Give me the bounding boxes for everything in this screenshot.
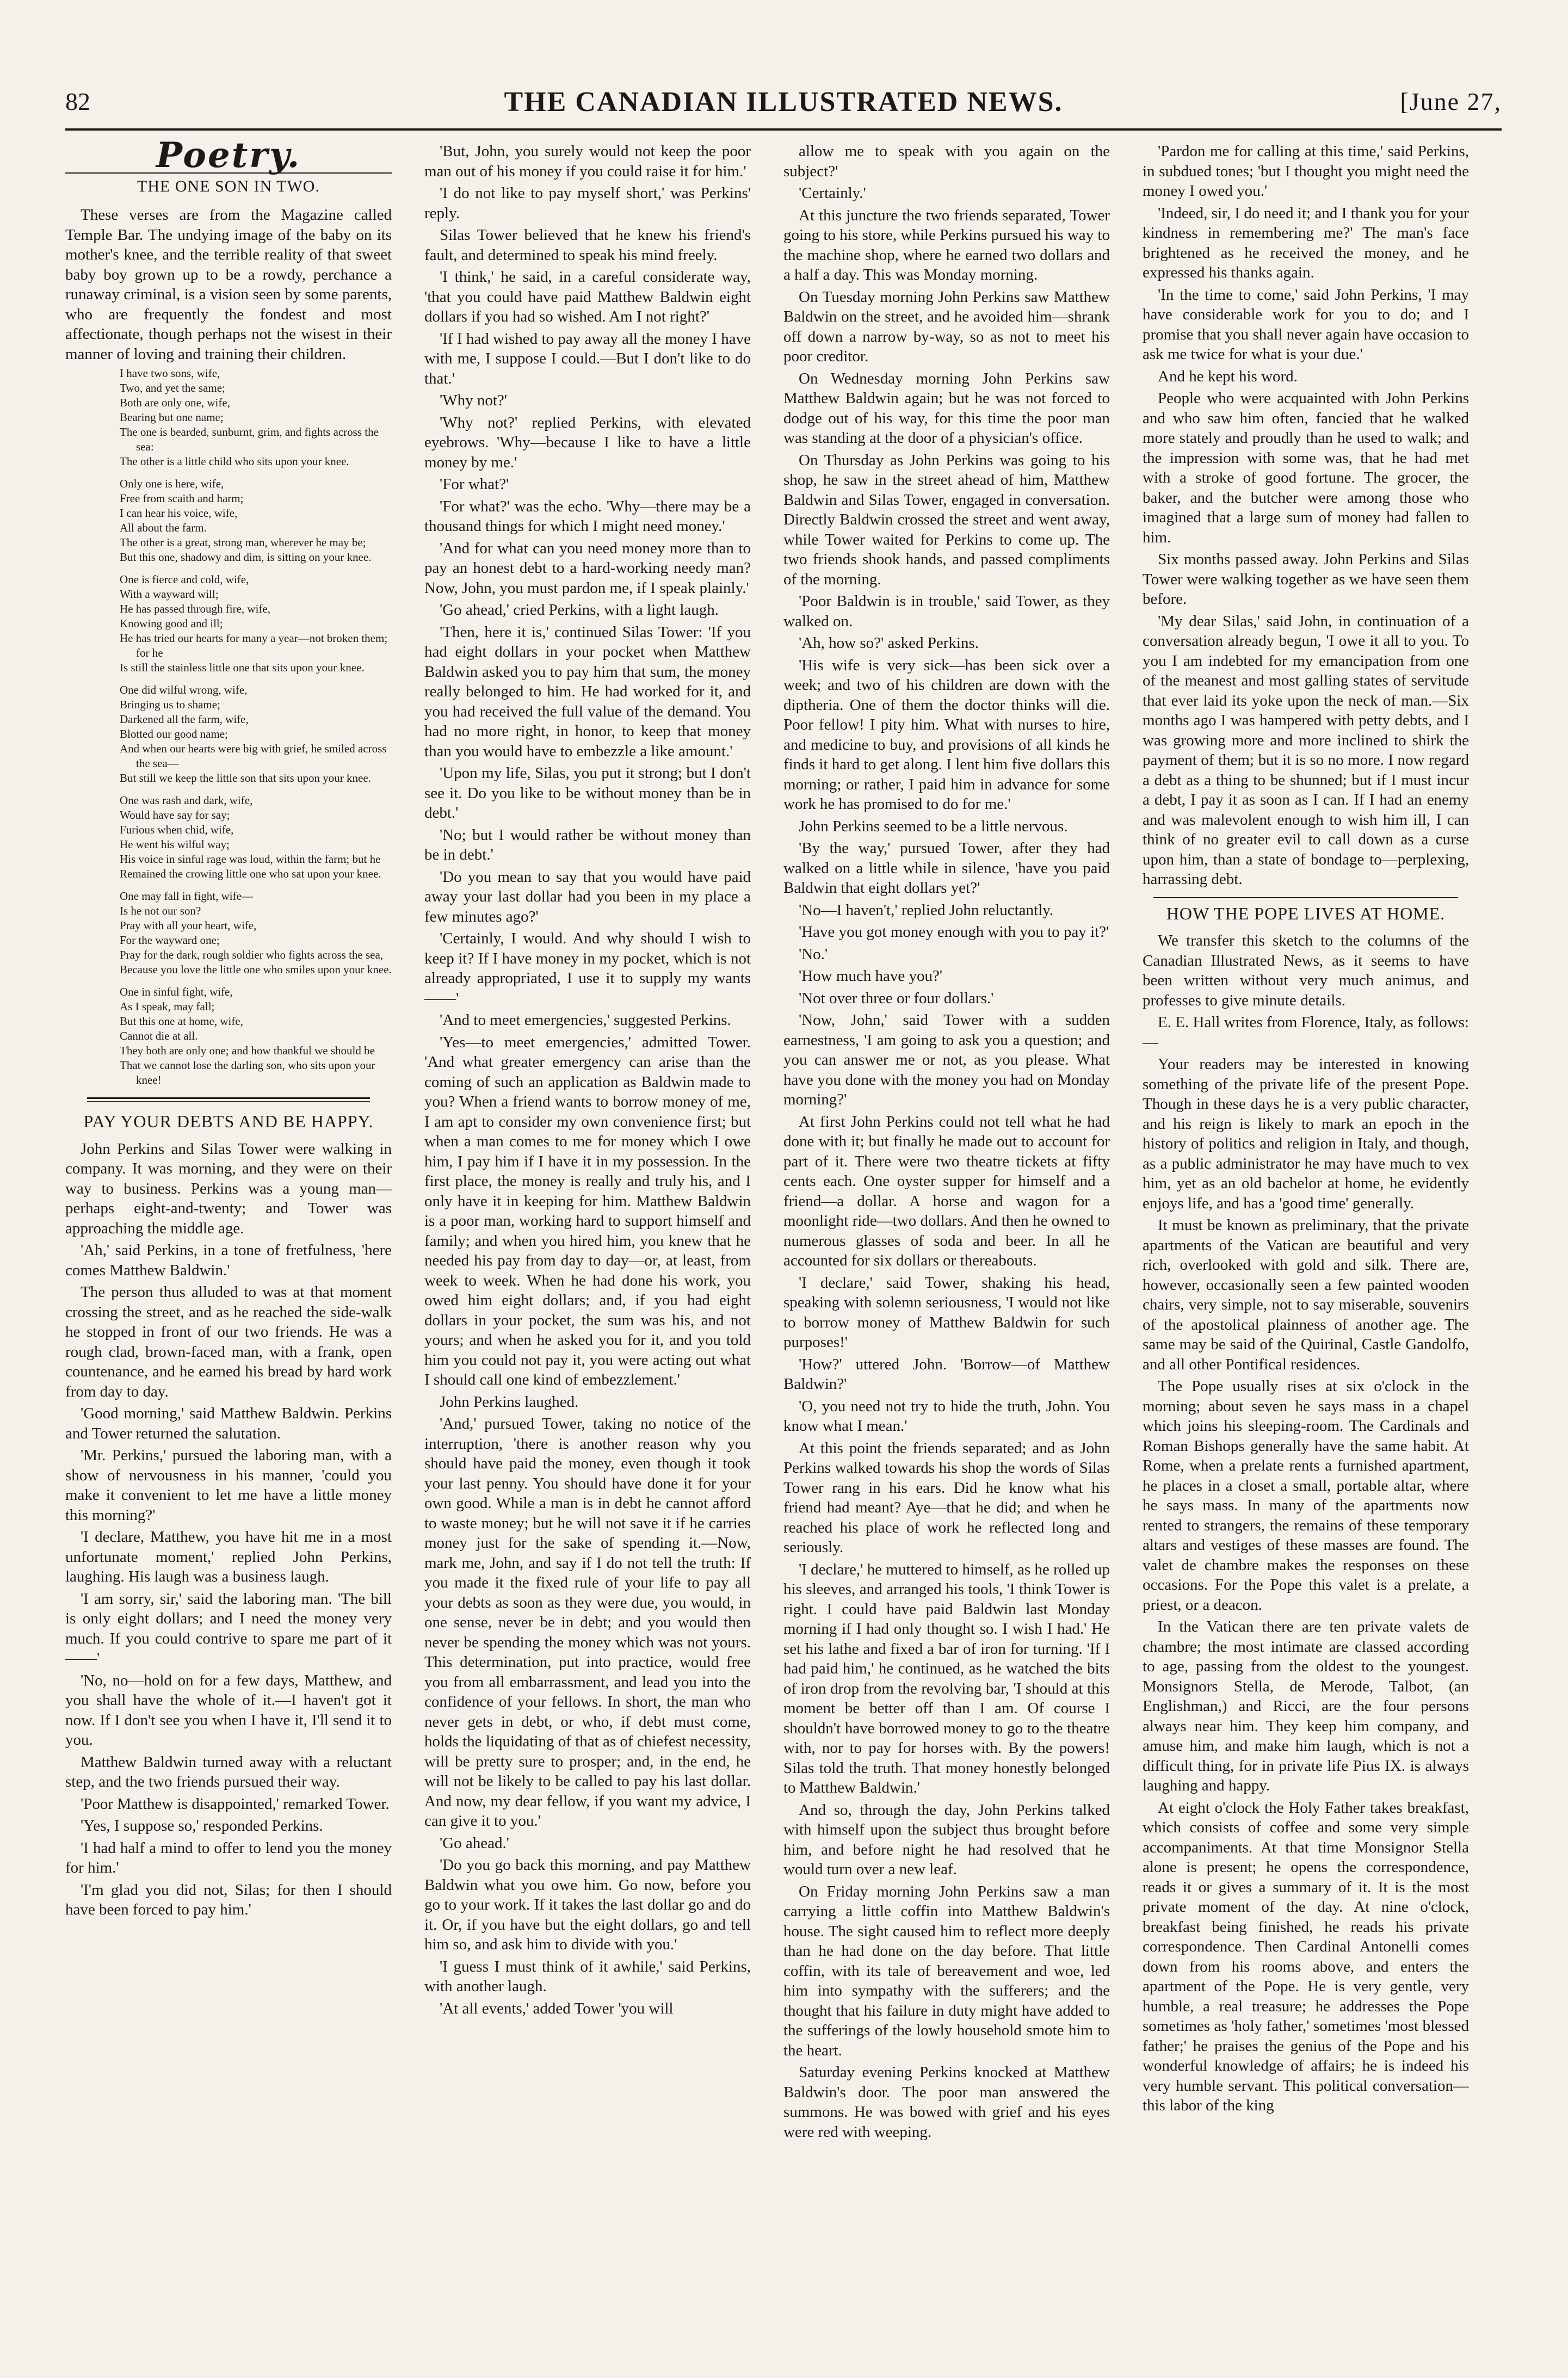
paragraph: The Pope usually rises at six o'clock in the morning; about seven he says mass in a chapel which joins his sleeping-room. The Cardinals and Roman Bishops generally have the same habit. At Rome, when a prelate rents a furnished apartment, he places in a closet a small, portable altar, where he says mass. In many of the apartments now rented to strangers, the remains of these temporary altars and vestiges of these masses are found. The valet de chambre makes the responses on these occasions. For the Pope this valet is a prelate, a priest, or a deacon. [1143, 1378, 1469, 1614]
paragraph: 'Have you got money enough with you to pay it?' [799, 923, 1109, 941]
paragraph: 'Ah,' said Perkins, in a tone of fretfulness, 'here comes Matthew Baldwin.' [65, 1241, 392, 1279]
paragraph: 'No; but I would rather be without money than be in debt.' [424, 826, 751, 863]
paragraph: 'Yes—to meet emergencies,' admitted Tower. 'And what greater emergency can arise than the coming of such an application as Baldwin made to you? When a friend wants to borrow money of me, I am apt to consider my own convenience first; but when a man comes to me for money which I owe him, I pay him if I have it in my possession. In the first place, the money is really and truly his, and I only have it in keeping for him. Matthew Baldwin is a poor man, working hard to support himself and family; and when you hired him, you knew that he needed his pay from day to day—or, at least, from week to week. When he had done his work, you owed him eight dollars; and, if you had eight dollars in your pocket, the sum was his, and not yours; and when he asked you for it, and you told him you could not pay it, you were acting out what I should call one kind of embezzlement.' [424, 1033, 751, 1388]
paragraph: 'No.' [799, 945, 828, 963]
poem-intro: These verses are from the Magazine called Temple Bar. The undying image of the baby on its mother's knee, and the terrible reality of that sweet baby boy grown up to be a rowdy, perchance a runaway criminal, is a vision seen by some parents, who are frequently the fondest and most affectionate, though perhaps not the wisest in their manner of loving and training their children. [65, 206, 392, 363]
paragraph: 'I am sorry, sir,' said the laboring man. 'The bill is only eight dollars; and I need the money very much. If you could contrive to spare me part of it——' [65, 1590, 392, 1667]
paragraph: 'I declare,' said Tower, shaking his head, speaking with solemn seriousness, 'I would not like to borrow money of Matthew Baldwin for such purposes!' [783, 1274, 1110, 1351]
paragraph: 'If I had wished to pay away all the money I have with me, I suppose I could.—But I don't like to do that.' [424, 330, 751, 387]
poem-line: Free from scaith and harm; [120, 492, 244, 505]
poem-line: He has tried our hearts for many a year—not broken them; for he [120, 632, 388, 659]
poem-line: That we cannot lose the darling son, who sits upon your knee! [120, 1059, 375, 1086]
poem-line: I can hear his voice, wife, [120, 507, 238, 520]
paragraph: allow me to speak with you again on the subject?' [783, 143, 1110, 180]
column-3 [783, 141, 1110, 2334]
paragraph: 'I declare,' he muttered to himself, as he rolled up his sleeves, and arranged his tools, 'I think Tower is right. I could have paid Baldwin last Monday morning if I had only thought so. I wish I had.' He set his lathe and fixed a bar of iron for turning. 'If I had paid him,' he continued, as he watched the bits of iron drop from the revolving bar, 'I should at this moment be better off than I am. Of course I shouldn't have borrowed money to go to the theatre with, nor to pay for horses with. By the powers! Silas told the truth. That money honestly belonged to Matthew Baldwin.' [783, 1560, 1110, 1796]
poem-line: With a wayward will; [120, 588, 219, 601]
paragraph: 'Certainly.' [799, 184, 866, 202]
poem-line: The one is bearded, sunburnt, grim, and fights across the sea: [120, 425, 379, 453]
poem-line: They both are only one; and how thankful we should be [120, 1044, 375, 1057]
paragraph: 'Then, here it is,' continued Silas Tower: 'If you had eight dollars in your pocket when Matthew Baldwin asked you to pay him that sum, the money really belonged to him. He had worked for it, and you had received the full value of the demand. You had no more right, in honor, to keep that money than you would have to embezzle a like amount.' [424, 623, 751, 760]
poem-line: Remained the crowing little one who sat upon your knee. [120, 867, 381, 880]
story-body [65, 1139, 392, 1920]
paragraph: 'Do you mean to say that you would have paid away your last dollar had you been in my place a few minutes ago?' [424, 868, 751, 925]
story-conclusion [1143, 141, 1469, 890]
poem-line: Would have say for say; [120, 808, 230, 822]
poem-line: Bearing but one name; [120, 411, 224, 424]
poem-line: Both are only one, wife, [120, 396, 230, 409]
paragraph: Silas Tower believed that he knew his friend's fault, and determined to speak his mind freely. [424, 226, 751, 264]
paragraph: Your readers may be interested in knowing something of the private life of the present Pope. Though in these days he is a very public character, and his reign is likely to mark an epoch in the history of politics and religion in Italy, and though, as a public administrator he may have much to vex him, yet as an old bachelor at home, he evidently enjoys life, and has a 'good time' generally. [1143, 1055, 1469, 1212]
paragraph: 'And for what can you need money more than to pay an honest debt to a hard-working needy man? Now, John, you must pardon me, if I speak plainly.' [424, 539, 751, 597]
page-number: 82 [65, 88, 90, 115]
poem-line: Because you love the little one who smiles upon your knee. [120, 963, 392, 976]
poem-line: He went his wilful way; [120, 838, 230, 851]
paragraph: 'Mr. Perkins,' pursued the laboring man, with a show of nervousness in his manner, 'could you make it convenient to let me have a little money this morning?' [65, 1447, 392, 1524]
paragraph: 'Certainly, I would. And why should I wish to keep it? If I have money in my pocket, which is not already appropriated, I use it to supply my wants——' [424, 930, 751, 1007]
paragraph: John Perkins and Silas Tower were walking in company. It was morning, and they were on their way to business. Perkins was a young man—perhaps eight-and-twenty; and Tower was approaching the middle age. [65, 1140, 392, 1237]
paragraph: 'I'm glad you did not, Silas; for then I should have been forced to pay him.' [65, 1881, 392, 1918]
paragraph: At this juncture the two friends separated, Tower going to his store, while Perkins pursued his way to the machine shop, where he earned two dollars and a half a day. This was Monday morning. [783, 206, 1110, 283]
poem-line: I have two sons, wife, [120, 367, 220, 380]
poem-line: Furious when chid, wife, [120, 823, 234, 836]
poem-line: As I speak, may fall; [120, 1000, 215, 1013]
paragraph: 'I had half a mind to offer to lend you the money for him.' [65, 1839, 392, 1876]
poem-line: Blotted our good name; [120, 727, 228, 740]
paragraph: 'Why not?' [440, 392, 508, 409]
paragraph: E. E. Hall writes from Florence, Italy, as follows:— [1143, 1014, 1469, 1051]
poem-stanza [65, 477, 392, 565]
article-body [1143, 931, 1469, 2116]
paragraph: On Thursday as John Perkins was going to his shop, he saw in the street ahead of him, Matthew Baldwin and Silas Tower, engaged in conversation. Directly Baldwin crossed the street and went away, while Tower waited for Perkins to come up. The two friends shook hands, and passed compliments of the morning. [783, 451, 1110, 588]
paragraph: 'By the way,' pursued Tower, after they had walked on a little while in silence, 'have you paid Baldwin that eight dollars yet?' [783, 839, 1110, 897]
poem-stanza [65, 366, 392, 469]
paragraph: 'Not over three or four dollars.' [799, 989, 994, 1007]
poem-line: One did wilful wrong, wife, [120, 683, 248, 696]
paragraph: 'Good morning,' said Matthew Baldwin. Perkins and Tower returned the salutation. [65, 1405, 392, 1442]
paragraph: And he kept his word. [1158, 367, 1298, 385]
poem-line: Pray for the dark, rough soldier who fights across the sea, [120, 948, 384, 961]
paragraph: Saturday evening Perkins knocked at Matthew Baldwin's door. The poor man answered the summons. He was bowed with grief and his eyes were red with weeping. [783, 2064, 1110, 2141]
poem-stanza [65, 683, 392, 786]
paragraph: 'O, you need not try to hide the truth, John. You know what I mean.' [783, 1397, 1110, 1435]
paragraph: 'Why not?' replied Perkins, with elevated eyebrows. 'Why—because I like to have a little money by me.' [424, 413, 751, 471]
poem-line: One was rash and dark, wife, [120, 794, 253, 807]
poem-line: One in sinful fight, wife, [120, 985, 233, 998]
article-title: HOW THE POPE LIVES AT HOME. [1166, 903, 1446, 923]
paragraph: 'How much have you?' [799, 967, 943, 985]
paragraph: 'For what?' [440, 475, 509, 493]
paragraph: 'And,' pursued Tower, taking no notice of the interruption, 'there is another reason why you should have paid the money, even though it took your last penny. You should have done it for your own good. While a man is in debt he cannot afford to waste money; but he will not save it if he carries money just for the sake of spending it.—Now, mark me, John, and say if I do not tell the truth: If you made it the fixed rule of your life to pay all your debts as soon as they were due, you would, in one sense, never be in debt; and you would then never be spending the money which was not yours. This determination, put into practice, would free you from all embarrassment, and lead you into the confidence of your fellows. In short, the man who never gets in debt, or who, if debt must come, holds the liquidating of that as of chiefest necessity, will be pretty sure to prosper; and, in the end, he will not be likely to be called to pay his last dollar. And now, my dear fellow, if you want my advice, I can give it to you.' [424, 1415, 751, 1830]
story-title: PAY YOUR DEBTS AND BE HAPPY. [83, 1111, 374, 1131]
paragraph: 'Pardon me for calling at this time,' said Perkins, in subdued tones; 'but I thought you might need the money I owed you.' [1143, 143, 1469, 200]
paragraph: 'How?' uttered John. 'Borrow—of Matthew Baldwin?' [783, 1355, 1110, 1393]
paragraph: 'No—I haven't,' replied John reluctantly. [799, 901, 1053, 919]
paragraph: Six months passed away. John Perkins and Silas Tower were walking together as we have seen them before. [1143, 551, 1469, 608]
paragraph: 'Go ahead.' [440, 1834, 510, 1852]
paragraph: John Perkins seemed to be a little nervous. [799, 817, 1068, 835]
paragraph: 'Go ahead,' cried Perkins, with a light laugh. [440, 601, 719, 619]
paragraph: 'Upon my life, Silas, you put it strong; but I don't see it. Do you like to be without money than be in debt.' [424, 764, 751, 822]
paragraph: 'At all events,' added Tower 'you will [440, 1999, 674, 2017]
paragraph: 'Poor Matthew is disappointed,' remarked Tower. [81, 1795, 390, 1813]
masthead [65, 82, 1502, 131]
poem-stanza [65, 985, 392, 1088]
story-body-continued [424, 141, 751, 2018]
paragraph: 'Ah, how so?' asked Perkins. [799, 634, 979, 652]
poem-line: But still we keep the little son that sits upon your knee. [120, 771, 371, 785]
poem-line: Only one is here, wife, [120, 477, 224, 490]
paragraph: 'I think,' he said, in a careful considerate way, 'that you could have paid Matthew Baldwin eight dollars if you had so wished. Am I not right?' [424, 268, 751, 325]
paragraph: On Friday morning John Perkins saw a man carrying a little coffin into Matthew Baldwin's house. The sight caused him to reflect more deeply than he had done on the day before. That little coffin, with its tale of bereavement and woe, led him into sympathy with the sufferers; and the thought that his failure in duty might have added to the sufferings of the lowly household smote him to the heart. [783, 1882, 1110, 2059]
paragraph: In the Vatican there are ten private valets de chambre; the most intimate are classed according to age, passing from the oldest to the youngest. Monsignors Stella, de Merode, Talbot, (an Englishman,) and Ricci, are the four persons always near him. They keep him company, and amuse him, and make him laugh, which is not a difficult thing, for in private life Pius IX. is always laughing and happy. [1143, 1618, 1469, 1794]
paragraph: People who were acquainted with John Perkins and who saw him often, fancied that he walked more stately and proudly than he used to walk; and the impression with some was, that he had met with a stroke of good fortune. The grocer, the baker, and the butcher were among those who imagined that a large sum of money had fallen to him. [1143, 390, 1469, 546]
poem-line: One is fierce and cold, wife, [120, 573, 249, 586]
issue-date: [June 27, [1400, 88, 1502, 115]
poem-line: The other is a little child who sits upon your knee. [120, 455, 349, 468]
poem-line: All about the farm. [120, 521, 207, 534]
poem-stanza [65, 572, 392, 675]
poetry-heading: Poetry. [156, 141, 301, 176]
paragraph: 'No, no—hold on for a few days, Matthew, and you shall have the whole of it.—I haven't got it now. If I don't see you when I have it, I'll send it to you. [65, 1671, 392, 1749]
paragraph: It must be known as preliminary, that the private apartments of the Vatican are beautiful and very rich, overlooked with gold and silk. There are, however, occasionally seen a few painted wooden chairs, very simple, not to say miserable, souvenirs of the apostolical plainness of another age. The same may be said of the Quirinal, Castle Gandolfo, and all other Pontifical residences. [1143, 1216, 1469, 1373]
paragraph: 'I declare, Matthew, you have hit me in a most unfortunate moment,' replied John Perkins, laughing. His laugh was a business laugh. [65, 1528, 392, 1585]
paragraph: At first John Perkins could not tell what he had done with it; but finally he made out to account for part of it. There were two theatre tickets at fifty cents each. One oyster supper for himself and a friend—a dollar. A horse and wagon for a moonlight ride—two dollars. And then he owned to numerous glasses of soda and beer. In all he accounted for six dollars or thereabouts. [783, 1113, 1110, 1269]
poem-stanza [65, 793, 392, 881]
section-divider [1153, 897, 1458, 898]
paragraph: 'For what?' was the echo. 'Why—there may be a thousand things for which I might need money.' [424, 497, 751, 535]
poem-line: Knowing good and ill; [120, 617, 223, 630]
paragraph: 'I do not like to pay myself short,' was Perkins' reply. [424, 184, 751, 222]
poem-line: But this one, shadowy and dim, is sitting on your knee. [120, 551, 372, 564]
paragraph: 'Poor Baldwin is in trouble,' said Tower, as they walked on. [783, 592, 1110, 630]
paragraph: And so, through the day, John Perkins talked with himself upon the subject thus brought before him, and before night he had resolved that he would turn over a new leaf. [783, 1801, 1110, 1878]
story-body-continued [783, 141, 1110, 2142]
poem-line: For the wayward one; [120, 934, 220, 947]
paragraph: 'My dear Silas,' said John, in continuation of a conversation already begun, 'I owe it all to you. To you I am indebted for my emancipation from one of the meanest and most galling states of servitude that ever laid its yoke upon the neck of man.—Six months ago I was hampered with petty debts, and I was growing more and more inclined to shirk the payment of them; but it is so no more. I now regard a debt as a thing to be shunned; but if I must incur a debt, I pay it as soon as I can. If I had an enemy and was malevolent enough to wish him ill, I can think of no greater evil to call down as a curse upon him, than a state of bondage to—perplexing, harrassing debt. [1143, 612, 1469, 888]
poem-body [65, 366, 392, 1088]
paragraph: The person thus alluded to was at that moment crossing the street, and as he reached the side-walk he stopped in front of our two friends. He was a rough clad, brown-faced man, with a frank, open countenance, and he earned his bread by hard work from day to day. [65, 1283, 392, 1400]
paragraph: 'His wife is very sick—has been sick over a week; and two of his children are down with the diptheria. One of them the doctor thinks will die. Poor fellow! I pity him. What with nurses to hire, and medicine to buy, and provisions of all kinds he finds it hard to get along. I lent him five dollars this morning; or rather, I paid him in advance for some work he has promised to do for me.' [783, 656, 1110, 813]
poem-line: But this one at home, wife, [120, 1015, 243, 1028]
poem-title: THE ONE SON IN TWO. [65, 172, 392, 197]
paragraph: 'Do you go back this morning, and pay Matthew Baldwin what you owe him. Go now, before you go to your work. If it takes the last dollar go and do it. Or, if you have but the eight dollars, go and tell him so, and ask him to divide with you.' [424, 1856, 751, 1953]
column-1 [65, 141, 392, 2334]
poem-line: His voice in sinful rage was loud, within the farm; but he [120, 853, 381, 866]
paragraph: We transfer this sketch to the columns of the Canadian Illustrated News, as it seems to have been written without very much animus, and professes to give minute details. [1143, 932, 1469, 1009]
poem-line: Cannot die at all. [120, 1029, 198, 1042]
poem-line: Darkened all the farm, wife, [120, 713, 249, 726]
paragraph: 'But, John, you surely would not keep the poor man out of his money if you could raise it for him.' [424, 143, 751, 180]
paragraph: On Tuesday morning John Perkins saw Matthew Baldwin on the street, and he avoided him—shrank off down a narrow by-way, so as not to meet his poor creditor. [783, 288, 1110, 365]
column-2 [424, 141, 751, 2334]
poem-line: One may fall in fight, wife— [120, 890, 253, 903]
section-divider [87, 1097, 370, 1102]
poem-line: The other is a great, strong man, wherever he may be; [120, 536, 366, 549]
paragraph: 'And to meet emergencies,' suggested Perkins. [440, 1011, 731, 1029]
paragraph: 'Indeed, sir, I do need it; and I thank you for your kindness in remembering me?' The man's face brightened as he received the money, and he expressed his thanks again. [1143, 204, 1469, 281]
paragraph: Matthew Baldwin turned away with a reluctant step, and the two friends pursued their way. [65, 1753, 392, 1790]
poem-line: Is he not our son? [120, 904, 201, 917]
poem-line: Bringing us to shame; [120, 698, 220, 711]
paragraph: At eight o'clock the Holy Father takes breakfast, which consists of coffee and some very simple accompaniments. At that time Monsignor Stella alone is present; he opens the correspondence, reads it or gives a summary of it. It is the most private moment of the day. At nine o'clock, breakfast being finished, he reads his private correspondence. Then Cardinal Antonelli comes down from his rooms above, and enters the apartment of the Pope. He is very gentle, very humble, a real treasure; he addresses the Pope sometimes as 'holy father,' sometimes 'most blessed father;' he praises the genius of the Pope and his wonderful knowledge of affairs; he is indeed his very humble servant. This political conversation—this labor of the king [1143, 1799, 1469, 2114]
poem-line: And when our hearts were big with grief, he smiled across the sea— [120, 742, 387, 770]
paragraph: 'Yes, I suppose so,' responded Perkins. [81, 1817, 323, 1835]
poem-line: He has passed through fire, wife, [120, 602, 270, 615]
poem-line: Pray with all your heart, wife, [120, 919, 257, 932]
poem-line: Is still the stainless little one that sits upon your knee. [120, 661, 365, 674]
newspaper-title: THE CANADIAN ILLUSTRATED NEWS. [504, 87, 1063, 118]
column-4 [1143, 141, 1469, 2334]
poem-stanza [65, 889, 392, 977]
paragraph: At this point the friends separated; and as John Perkins walked towards his shop the words of Silas Tower rang in his ears. Did he know what his friend had meant? Aye—that he did; and when he reached his place of work he reflected long and seriously. [783, 1439, 1110, 1556]
paragraph: John Perkins laughed. [440, 1393, 579, 1411]
paragraph: 'I guess I must think of it awhile,' said Perkins, with another laugh. [424, 1957, 751, 1995]
poem-line: Two, and yet the same; [120, 381, 225, 394]
paragraph: 'Now, John,' said Tower with a sudden earnestness, 'I am going to ask you a question; and you can answer me or not, as you please. What have you done with the money you had on Monday morning?' [783, 1011, 1110, 1108]
paragraph: On Wednesday morning John Perkins saw Matthew Baldwin again; but he was not forced to dodge out of his way, for this time the poor man was standing at the door of a physician's office. [783, 369, 1110, 447]
paragraph: 'In the time to come,' said John Perkins, 'I may have considerable work for you to do; and I promise that you shall never again have occasion to ask me twice for what is your due.' [1143, 286, 1469, 363]
